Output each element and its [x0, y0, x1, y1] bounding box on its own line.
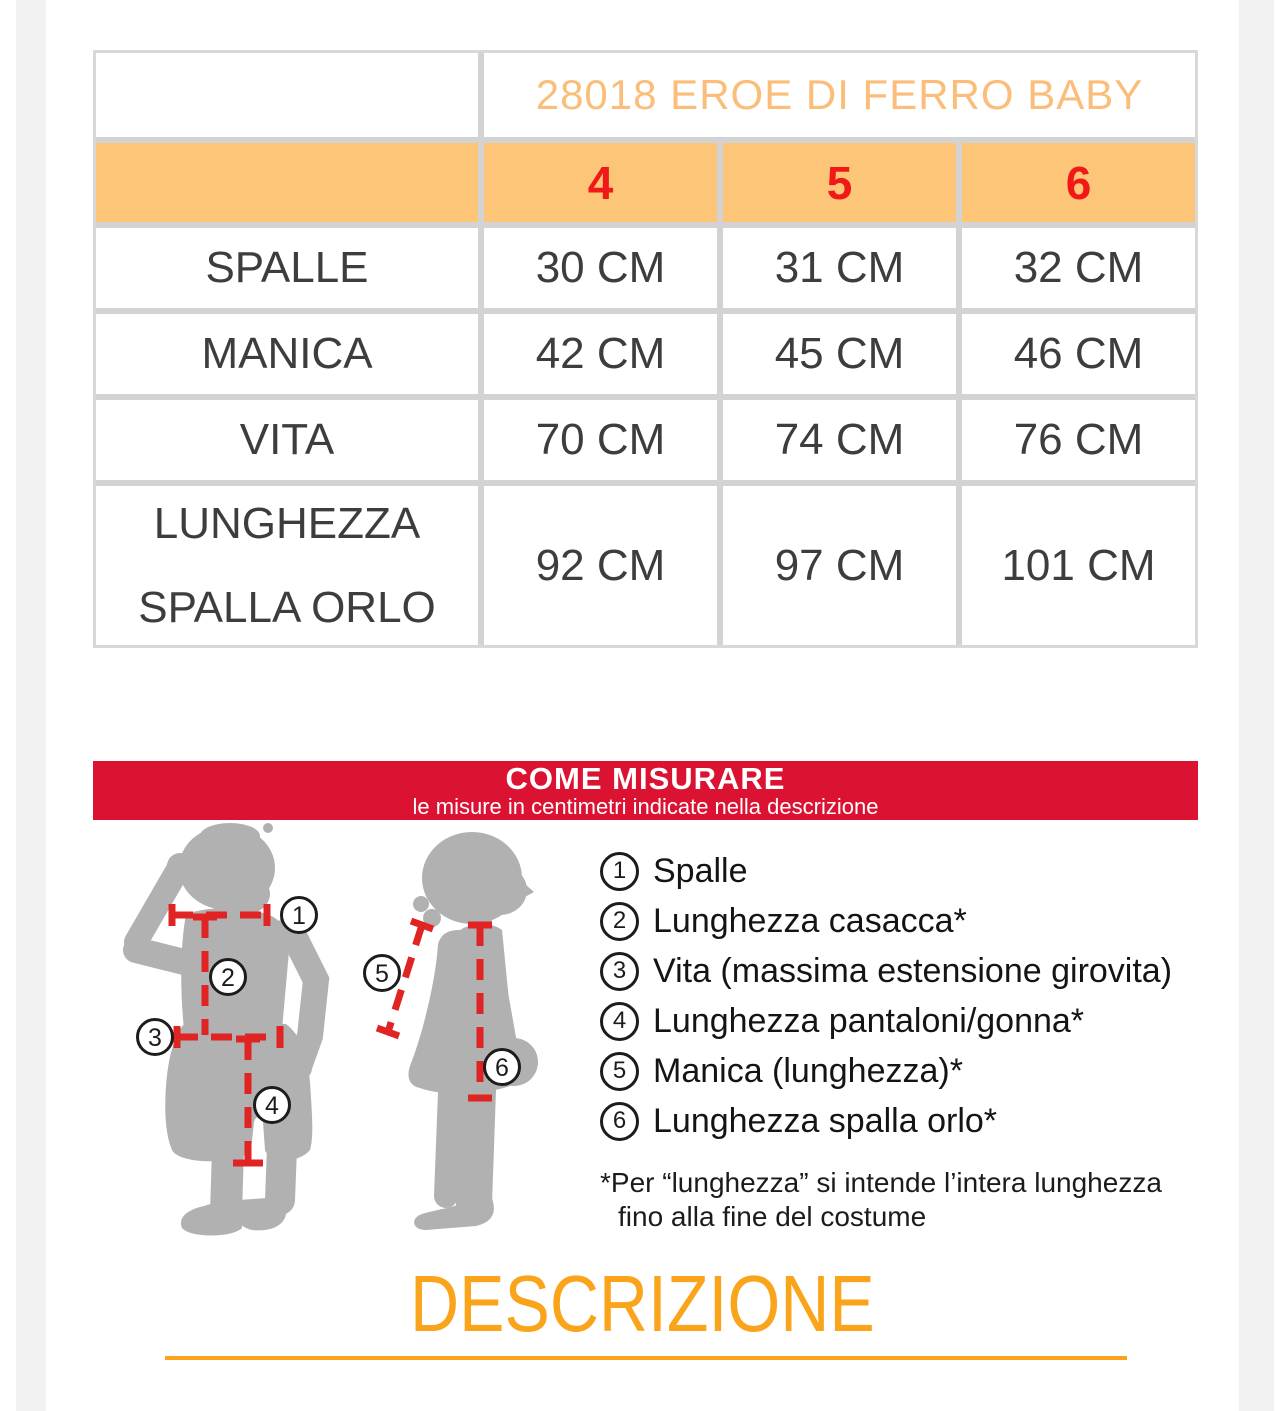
size-header-6: 6 [962, 143, 1195, 222]
description-underline [165, 1356, 1127, 1360]
table-corner-cell [96, 53, 478, 137]
legend-num-3: 3 [600, 952, 639, 991]
value-lunghezza-4: 92 CM [484, 486, 717, 645]
legend-num-4: 4 [600, 1002, 639, 1041]
row-label-manica: MANICA [96, 314, 478, 394]
legend-num-5: 5 [600, 1052, 639, 1091]
marker-6: 6 [495, 1054, 509, 1082]
row-label-spalle: SPALLE [96, 228, 478, 308]
description-heading [45, 1258, 1239, 1350]
row-label-line1: LUNGHEZZA [153, 498, 421, 548]
value-vita-6: 76 CM [962, 400, 1195, 480]
legend-num-6: 6 [600, 1102, 639, 1141]
measure-footnote [600, 1166, 1162, 1234]
footnote-line-2: fino alla fine del costume [618, 1201, 927, 1232]
description-heading-text: DESCRIZIONE [409, 1259, 875, 1348]
measure-banner [93, 761, 1198, 820]
marker-5: 5 [375, 960, 389, 988]
legend-label-2: Lunghezza casacca* [653, 901, 967, 940]
row-label-vita: VITA [96, 400, 478, 480]
legend-num-1: 1 [600, 852, 639, 891]
legend-label-6: Lunghezza spalla orlo* [653, 1101, 998, 1140]
page-margin-left [16, 0, 46, 1411]
value-lunghezza-5: 97 CM [723, 486, 956, 645]
value-spalle-6: 32 CM [962, 228, 1195, 308]
measure-banner-subtitle: le misure in centimetri indicate nella descrizione [412, 794, 879, 819]
measure-diagram [120, 818, 620, 1260]
legend-item-4 [600, 996, 1172, 1046]
size-header-4: 4 [484, 143, 717, 222]
value-manica-6: 46 CM [962, 314, 1195, 394]
value-spalle-5: 31 CM [723, 228, 956, 308]
legend-item-3 [600, 946, 1172, 996]
value-manica-5: 45 CM [723, 314, 956, 394]
legend-item-2 [600, 896, 1172, 946]
measure-legend [600, 846, 1172, 1146]
legend-label-4: Lunghezza pantaloni/gonna* [653, 1001, 1085, 1040]
row-label-line2: SPALLA ORLO [138, 582, 436, 632]
marker-1: 1 [292, 902, 306, 930]
row-label-lunghezza-spalla-orlo [96, 486, 478, 645]
size-chart-table [93, 50, 1198, 648]
size-row-label-cell [96, 143, 478, 222]
legend-num-2: 2 [600, 902, 639, 941]
legend-item-5 [600, 1046, 1172, 1096]
value-manica-4: 42 CM [484, 314, 717, 394]
marker-4: 4 [265, 1092, 279, 1120]
measure-banner-title: COME MISURARE [505, 761, 786, 796]
legend-item-6 [600, 1096, 1172, 1146]
marker-2: 2 [221, 964, 235, 992]
value-vita-5: 74 CM [723, 400, 956, 480]
value-lunghezza-6: 101 CM [962, 486, 1195, 645]
page-margin-right [1239, 0, 1274, 1411]
footnote-line-1: *Per “lunghezza” si intende l’intera lunghezza [600, 1167, 1162, 1198]
marker-3: 3 [148, 1024, 162, 1052]
value-vita-4: 70 CM [484, 400, 717, 480]
size-header-5: 5 [723, 143, 956, 222]
value-spalle-4: 30 CM [484, 228, 717, 308]
legend-label-3: Vita (massima estensione girovita) [653, 951, 1173, 990]
product-title: 28018 EROE DI FERRO BABY [484, 53, 1195, 137]
legend-item-1 [600, 846, 1172, 896]
legend-label-5: Manica (lunghezza)* [653, 1051, 963, 1090]
legend-label-1: Spalle [653, 851, 748, 890]
